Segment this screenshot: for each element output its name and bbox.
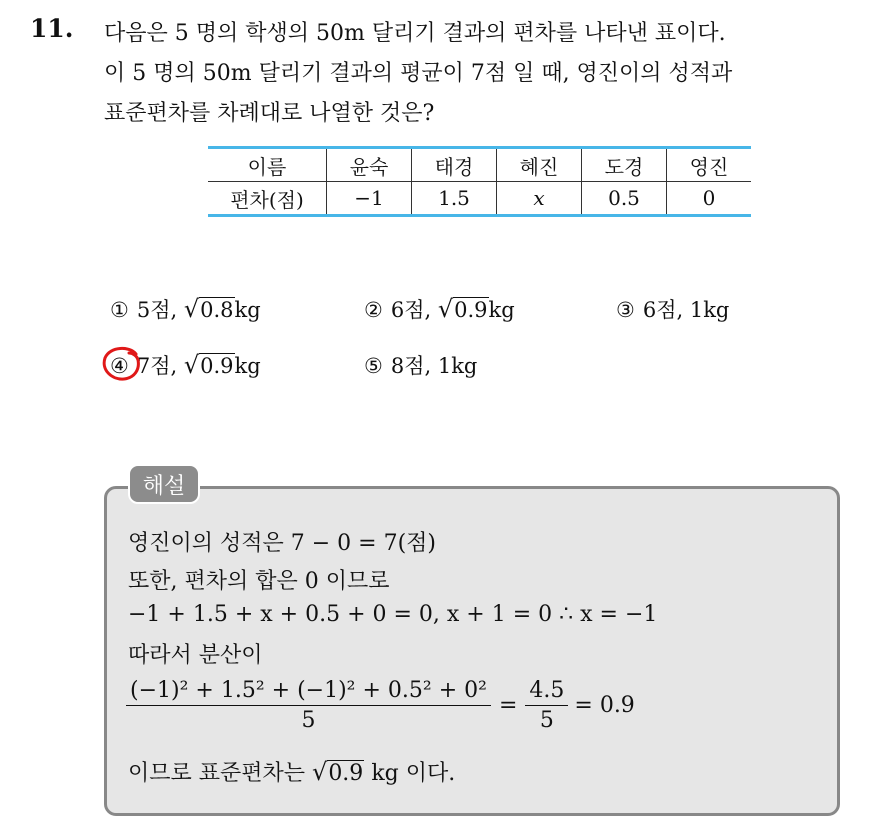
fraction-2 xyxy=(527,678,566,733)
choice-5[interactable] xyxy=(364,350,477,380)
choice-score: 8점, xyxy=(390,354,432,378)
choice-score: 6점, xyxy=(642,298,684,322)
table-name-cell: 태경 xyxy=(412,148,497,182)
sqrt-expression: √0.9 xyxy=(183,351,234,379)
fraction-numerator: (−1)² + 1.5² + (−1)² + 0.5² + 0² xyxy=(130,678,487,703)
solution-line-1: 영진이의 성적은 7 − 0 = 7(점) xyxy=(128,531,436,556)
sqrt-radicand: 0.8 xyxy=(200,298,234,322)
question-number: 11. xyxy=(30,14,74,43)
choice-value: 1kg xyxy=(437,354,478,378)
table-header-row xyxy=(208,148,751,182)
table-value-cell: 0 xyxy=(667,182,752,216)
deviation-table xyxy=(208,146,751,217)
table-header-label: 이름 xyxy=(208,148,327,182)
table-name-cell: 윤숙 xyxy=(327,148,412,182)
table-value-cell: x xyxy=(497,182,582,216)
solution-tag: 해설 xyxy=(128,464,200,504)
solution-line-4: 따라서 분산이 xyxy=(128,643,263,668)
choice-number: ① xyxy=(110,298,129,322)
choice-number: ④ xyxy=(110,354,129,378)
table-name-cell: 도경 xyxy=(582,148,667,182)
solution-line-3: −1 + 1.5 + x + 0.5 + 0 = 0, x + 1 = 0 ∴ x = −1 xyxy=(128,602,658,627)
solution-line-6-pre: 이므로 표준편차는 xyxy=(128,761,306,786)
fraction-denominator: 5 xyxy=(126,705,491,733)
choice-value: 1kg xyxy=(689,298,730,322)
question-line-3: 표준편차를 차례대로 나열한 것은? xyxy=(104,101,435,126)
choice-number: ② xyxy=(364,298,383,322)
choice-score: 7점, xyxy=(136,354,178,378)
table-value-row xyxy=(208,182,751,216)
table-value-cell: 0.5 xyxy=(582,182,667,216)
variance-result: = 0.9 xyxy=(574,693,635,718)
sqrt-radicand: 0.9 xyxy=(200,354,234,378)
solution-line-6 xyxy=(128,756,455,787)
table-name-cell: 영진 xyxy=(667,148,752,182)
choice-unit: kg xyxy=(488,298,515,322)
equals-sign: = xyxy=(498,693,518,718)
table-row-label: 편차(점) xyxy=(230,187,304,212)
choice-number: ⑤ xyxy=(364,354,383,378)
choice-score: 6점, xyxy=(390,298,432,322)
choice-score: 5점, xyxy=(136,298,178,322)
sqrt-radicand: 0.9 xyxy=(328,761,364,786)
choice-unit: kg xyxy=(234,354,261,378)
table-value-cell: 1.5 xyxy=(412,182,497,216)
choice-2[interactable] xyxy=(364,294,515,324)
sqrt-expression: √0.9 xyxy=(312,758,364,786)
fraction-numerator: 4.5 xyxy=(529,678,565,703)
fraction-denominator: 5 xyxy=(525,705,568,733)
table-value-cell: −1 xyxy=(327,182,412,216)
choice-3[interactable] xyxy=(616,294,729,324)
answer-circle-mark xyxy=(100,344,144,384)
sqrt-expression: √0.8 xyxy=(183,295,234,323)
sqrt-expression: √0.9 xyxy=(437,295,488,323)
sqrt-radicand: 0.9 xyxy=(454,298,488,322)
choice-unit: kg xyxy=(234,298,261,322)
solution-line-2: 또한, 편차의 합은 0 이므로 xyxy=(128,569,390,594)
question-line-1: 다음은 5 명의 학생의 50m 달리기 결과의 편차를 나타낸 표이다. xyxy=(104,21,726,46)
question-line-2: 이 5 명의 50m 달리기 결과의 평균이 7점 일 때, 영진이의 성적과 xyxy=(104,61,733,86)
choice-number: ③ xyxy=(616,298,635,322)
fraction-1 xyxy=(128,678,489,733)
table-name-cell: 혜진 xyxy=(497,148,582,182)
variance-formula xyxy=(128,678,635,733)
solution-line-6-post: kg 이다. xyxy=(371,761,456,786)
choice-1[interactable] xyxy=(110,294,261,324)
